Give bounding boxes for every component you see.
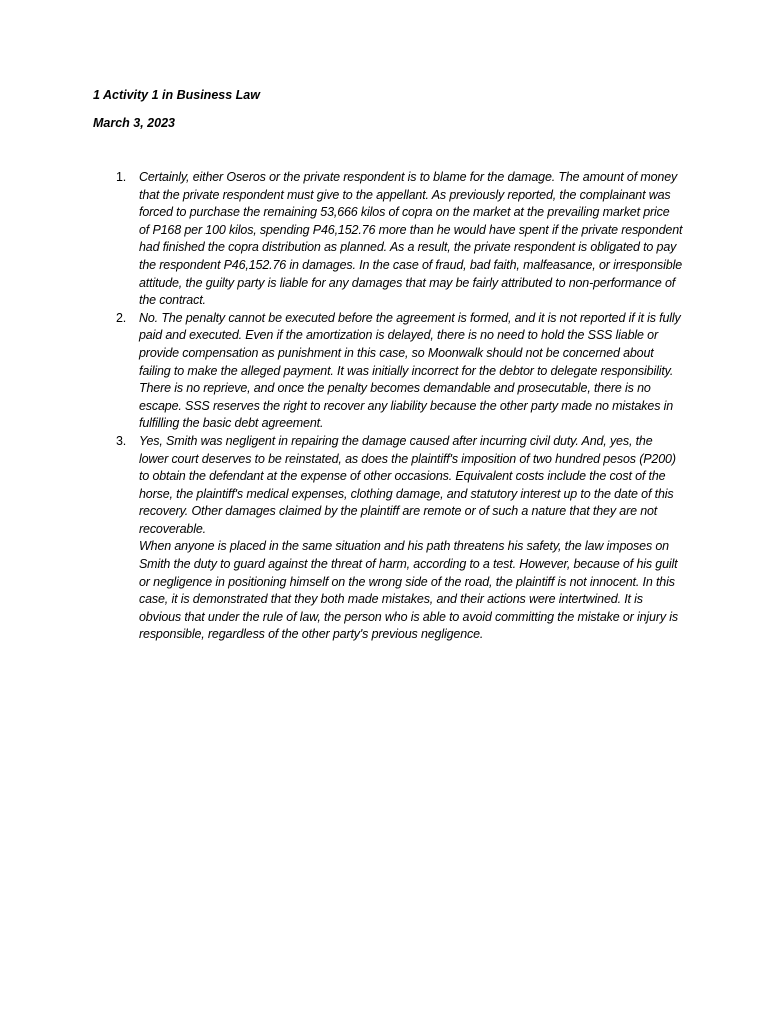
answers-list xyxy=(93,169,683,644)
list-item-number: 3. xyxy=(116,433,127,448)
document-title: 1 Activity 1 in Business Law xyxy=(93,88,260,102)
list-item-paragraph: Yes, Smith was negligent in repairing the damage caused after incurring civil duty. And, yes, the lower court deserves to be reinstated, as does the plaintiff's imposition of two hundred pesos (P200) to obtain the defendant at the expense of other occasions. Equivalent costs include the cost of the horse, the plaintiff's medical expenses, clothing damage, and statutory interest up to the date of this recovery. Other damages claimed by the plaintiff are remote or of such a nature that they are not recoverable. xyxy=(139,433,676,536)
list-item-number: 2. xyxy=(116,310,127,325)
list-item-paragraph: When anyone is placed in the same situation and his path threatens his safety, the law imposes on Smith the duty to guard against the threat of harm, according to a test. However, because of his guilt or negligence in positioning himself on the wrong side of the road, the plaintiff is not innocent. In this case, it is demonstrated that they both made mistakes, and their actions were intertwined. It is obvious that under the rule of law, the person who is able to avoid committing the mistake or injury is responsible, regardless of the other party's previous negligence. xyxy=(139,539,679,642)
list-item-number: 1. xyxy=(116,170,127,184)
document-date: March 3, 2023 xyxy=(93,116,175,130)
list-item xyxy=(93,169,683,310)
list-item-paragraph: Certainly, either Oseros or the private respondent is to blame for the damage. The amount of money that the private respondent must give to the appellant. As previously reported, the complainant was forced to purchase the remaining 53,666 kilos of copra on the market at the prevailing market price of P168 per 100 kilos, spending P46,152.76 more than he would have spent if the private respondent had finished the copra distribution as planned. As a result, the private respondent is obligated to pay the respondent P46,152.76 in damages. In the case of fraud, bad faith, malfeasance, or irresponsible attitude, the guilty party is liable for any damages that may be fairly attributed to non-performance of the contract. xyxy=(139,170,683,308)
list-item xyxy=(93,310,683,433)
list-item-paragraph: No. The penalty cannot be executed before the agreement is formed, and it is not reported if it is fully paid and executed. Even if the amortization is delayed, there is no need to hold the SSS liable or provide compensation as punishment in this case, so Moonwalk should not be concerned about failing to make the alleged payment. It was initially incorrect for the debtor to delegate responsibility. There is no reprieve, and once the penalty becomes demandable and prosecutable, there is no escape. SSS reserves the right to recover any liability because the other party made no mistakes in fulfilling the basic debt agreement. xyxy=(139,310,681,431)
list-item xyxy=(93,433,683,644)
